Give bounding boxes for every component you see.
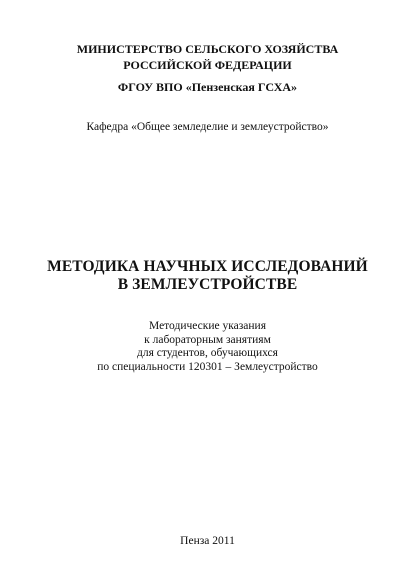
ministry-heading bbox=[0, 41, 415, 73]
subtitle-line-2: к лабораторным занятиям bbox=[144, 333, 271, 346]
document-subtitle bbox=[0, 320, 415, 374]
place-and-year: Пенза 2011 bbox=[180, 535, 235, 547]
title-line-1: МЕТОДИКА НАУЧНЫХ ИССЛЕДОВАНИЙ bbox=[47, 258, 368, 275]
title-line-2: В ЗЕМЛЕУСТРОЙСТВЕ bbox=[117, 276, 298, 293]
department-name: Кафедра «Общее земледелие и землеустройство» bbox=[86, 121, 329, 133]
subtitle-line-3: для студентов, обучающихся bbox=[137, 347, 278, 359]
document-title bbox=[0, 258, 415, 294]
ministry-line-2: РОССИЙСКОЙ ФЕДЕРАЦИИ bbox=[123, 58, 292, 72]
subtitle-line-1: Методические указания bbox=[149, 320, 266, 332]
subtitle-line-4: по специальности 120301 – Землеустройство bbox=[97, 360, 318, 373]
ministry-line-1: МИНИСТЕРСТВО СЕЛЬСКОГО ХОЗЯЙСТВА bbox=[76, 42, 339, 56]
institution-name: ФГОУ ВПО «Пензенская ГСХА» bbox=[117, 80, 298, 94]
